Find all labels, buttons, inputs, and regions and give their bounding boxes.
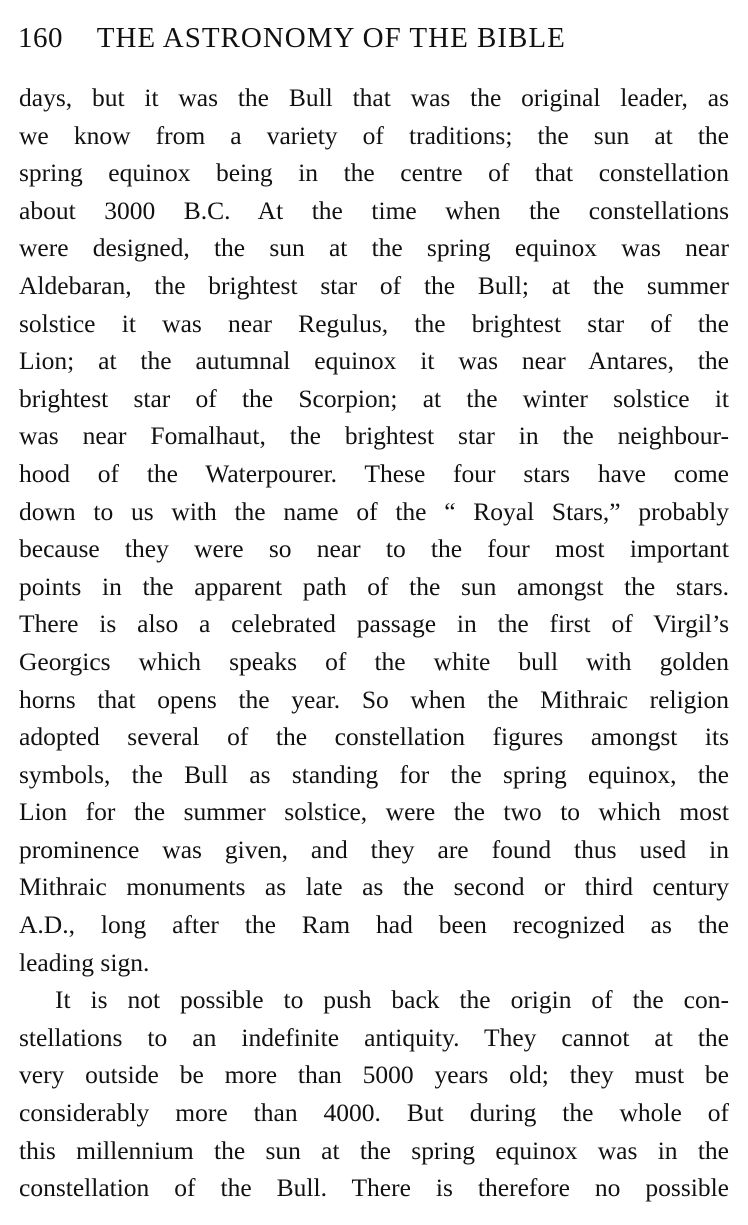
- paragraph-2: [19, 981, 729, 1207]
- text-line: stellations to an indefinite antiquity. They cannot at the: [19, 1022, 729, 1052]
- text-line: There is also a celebrated passage in the first of Virgil’s: [19, 609, 729, 639]
- text-line: Aldebaran, the brightest star of the Bull; at the summer: [19, 270, 729, 300]
- text-line: very outside be more than 5000 years old; they must be: [19, 1060, 729, 1090]
- text-line: adopted several of the constellation figures amongst its: [19, 722, 729, 752]
- text-line: horns that opens the year. So when the Mithraic religion: [19, 684, 729, 714]
- text-line: It is not possible to push back the origin of the con-: [55, 985, 729, 1015]
- text-line: constellation of the Bull. There is therefore no possible: [19, 1173, 729, 1203]
- text-line: leading sign.: [19, 947, 150, 977]
- body-text: [19, 79, 729, 1207]
- text-line: down to us with the name of the “ Royal Stars,” probably: [19, 496, 729, 526]
- paragraph-1: [19, 79, 729, 981]
- text-line: about 3000 B.C. At the time when the constellations: [19, 195, 729, 225]
- text-line: Mithraic monuments as late as the second or third century: [19, 872, 729, 902]
- text-line: solstice it was near Regulus, the brightest star of the: [19, 308, 729, 338]
- text-line: days, but it was the Bull that was the original leader, as: [19, 83, 729, 112]
- text-line: Lion for the summer solstice, were the two to which most: [19, 797, 729, 827]
- running-title: THE ASTRONOMY OF THE BIBLE: [96, 22, 566, 54]
- page-header: [18, 18, 730, 58]
- text-line: symbols, the Bull as standing for the spring equinox, the: [19, 759, 729, 789]
- text-line: spring equinox being in the centre of that constellation: [19, 158, 729, 188]
- text-line: hood of the Waterpourer. These four stars have come: [19, 458, 729, 488]
- text-line: Georgics which speaks of the white bull with golden: [19, 646, 729, 676]
- text-line: prominence was given, and they are found thus used in: [19, 834, 729, 864]
- text-line: was near Fomalhaut, the brightest star in the neighbour-: [19, 421, 729, 451]
- text-line: considerably more than 4000. But during the whole of: [19, 1098, 729, 1128]
- text-line: Lion; at the autumnal equinox it was near Antares, the: [19, 346, 729, 376]
- text-line: this millennium the sun at the spring equinox was in the: [19, 1135, 729, 1165]
- text-line: brightest star of the Scorpion; at the winter solstice it: [19, 383, 729, 413]
- text-line: because they were so near to the four most important: [19, 534, 729, 564]
- text-line: were designed, the sun at the spring equinox was near: [19, 233, 729, 263]
- text-line: A.D., long after the Ram had been recognized as the: [19, 910, 729, 940]
- page-number: 160: [18, 22, 63, 54]
- text-line: points in the apparent path of the sun amongst the stars.: [19, 571, 729, 601]
- text-line: we know from a variety of traditions; the sun at the: [19, 120, 729, 150]
